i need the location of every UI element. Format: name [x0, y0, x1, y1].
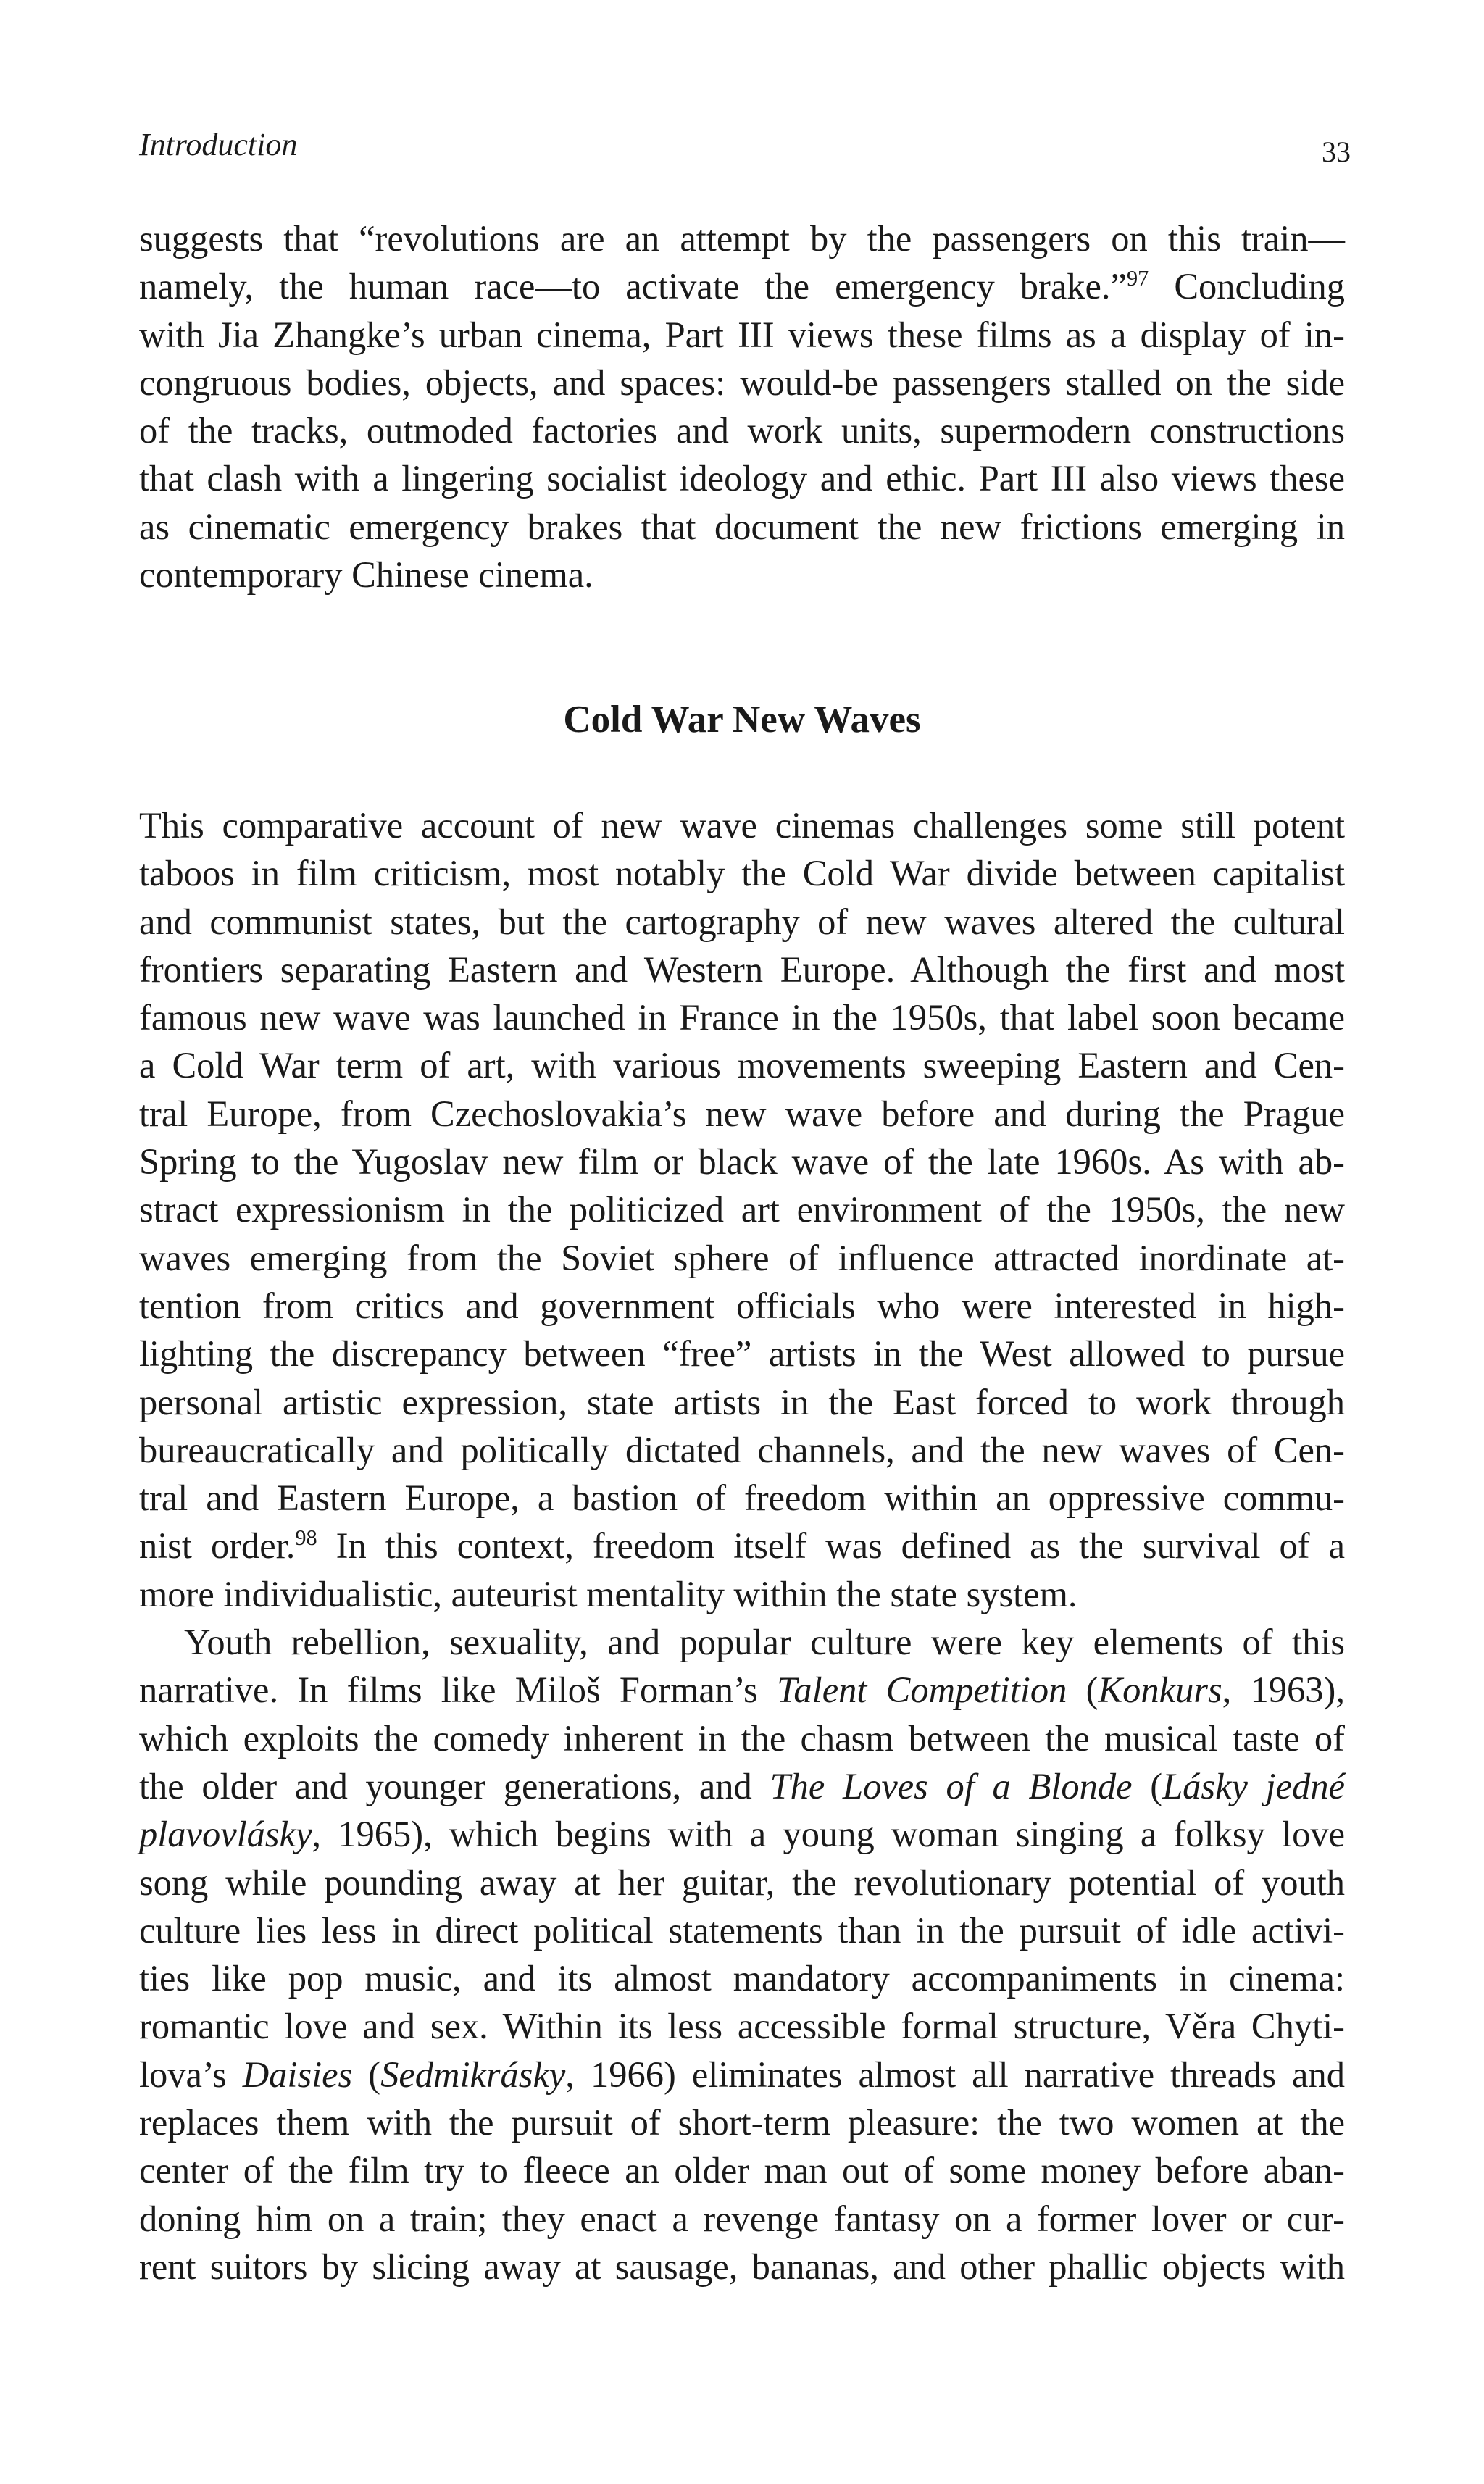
italic-title: plavovlásky — [139, 1814, 312, 1855]
text-line — [139, 1810, 1345, 1858]
text-line — [139, 2051, 1345, 2099]
footnote-marker: 97 — [1126, 266, 1149, 291]
text-line — [139, 1762, 1345, 1810]
text-run: song while pounding away at her guitar, the revolutionary potential of youth — [139, 1862, 1345, 1903]
text-run: waves emerging from the Soviet sphere of influence attracted inordinate at- — [139, 1237, 1345, 1278]
text-run: tral Europe, from Czechoslovakia’s new wave before and during the Prague — [139, 1093, 1345, 1134]
text-run: ( — [352, 2054, 381, 2095]
text-line — [139, 1041, 1345, 1089]
text-line — [139, 2002, 1345, 2050]
text-run: more individualistic, auteurist mentality within the state system. — [139, 1573, 1077, 1614]
footnote-marker: 98 — [295, 1525, 317, 1551]
text-line — [139, 1185, 1345, 1233]
text-run: bureaucratically and politically dictated channels, and the new waves of Cen- — [139, 1429, 1345, 1470]
text-run: personal artistic expression, state artists in the East forced to work through — [139, 1381, 1345, 1422]
text-run: , 1963), — [1222, 1670, 1345, 1711]
text-line — [139, 311, 1345, 359]
text-line — [139, 1234, 1345, 1282]
italic-title: The Loves of a Blonde — [770, 1765, 1133, 1806]
text-run: culture lies less in direct political statements than in the pursuit of idle activi- — [139, 1909, 1345, 1951]
text-line — [139, 1954, 1345, 2002]
section-heading: Cold War New Waves — [563, 699, 921, 741]
text-run: suggests that “revolutions are an attempt by the passengers on this train— — [139, 218, 1345, 259]
text-line — [139, 1906, 1345, 1954]
text-line — [139, 2195, 1345, 2243]
text-run: rent suitors by slicing away at sausage, bananas, and other phallic objects with — [139, 2246, 1345, 2287]
text-run: In this context, freedom itself was defined as the survival of a — [317, 1525, 1345, 1567]
text-line — [139, 2099, 1345, 2146]
text-run: , 1965), which begins with a young woman singing a folksy love — [312, 1814, 1345, 1855]
text-run: lighting the discrepancy between “free” artists in the West allowed to pursue — [139, 1333, 1345, 1375]
text-line — [139, 1090, 1345, 1138]
text-run: of the tracks, outmoded factories and work units, supermodern constructions — [139, 410, 1345, 451]
text-run: This comparative account of new wave cinemas challenges some still potent — [139, 805, 1345, 846]
text-run: ( — [1067, 1670, 1099, 1711]
text-run: and communist states, but the cartography of new waves altered the cultural — [139, 901, 1345, 942]
italic-title: Sedmikrásky — [380, 2054, 566, 2095]
body-text-section — [139, 801, 1345, 2291]
text-line — [139, 503, 1345, 551]
text-line — [139, 1570, 1345, 1618]
text-run: tention from critics and government officials who were interested in high- — [139, 1285, 1345, 1326]
text-run: a Cold War term of art, with various movements sweeping Eastern and Cen- — [139, 1045, 1345, 1086]
text-run: Concluding — [1149, 266, 1345, 307]
text-run: nist order. — [139, 1525, 296, 1567]
text-line — [139, 262, 1345, 310]
text-run: Youth rebellion, sexuality, and popular culture were key elements of this — [184, 1622, 1345, 1663]
text-run: frontiers separating Eastern and Western Europe. Although the first and most — [139, 949, 1345, 990]
text-run: stract expressionism in the politicized art environment of the 1950s, the new — [139, 1189, 1345, 1230]
text-run: doning him on a train; they enact a revenge fantasy on a former lover or cur- — [139, 2198, 1345, 2239]
text-line — [139, 849, 1345, 897]
text-run: tral and Eastern Europe, a bastion of freedom within an oppressive commu- — [139, 1478, 1345, 1519]
text-run: with Jia Zhangke’s urban cinema, Part III views these films as a display of in- — [139, 314, 1345, 355]
text-run: the older and younger generations, and — [139, 1765, 770, 1806]
text-run: Spring to the Yugoslav new film or black wave of the late 1960s. As with ab- — [139, 1141, 1345, 1183]
text-line — [139, 1859, 1345, 1906]
text-run: which exploits the comedy inherent in the chasm between the musical taste of — [139, 1717, 1345, 1759]
text-run: namely, the human race—to activate the emergency brake.” — [139, 266, 1127, 307]
body-text-top — [139, 214, 1345, 599]
text-run: , 1966) eliminates almost all narrative threads and — [565, 2054, 1345, 2095]
text-line — [139, 801, 1345, 849]
text-run: center of the film try to fleece an older man out of some money before aban- — [139, 2150, 1345, 2191]
page-number: 33 — [1322, 136, 1351, 168]
text-line — [139, 1522, 1345, 1570]
italic-title: Konkurs — [1098, 1670, 1222, 1711]
paragraph — [139, 214, 1345, 599]
text-line — [139, 1618, 1345, 1666]
text-line — [139, 214, 1345, 262]
text-run: famous new wave was launched in France in the 1950s, that label soon became — [139, 997, 1345, 1038]
italic-title: Lásky jedné — [1162, 1765, 1345, 1806]
text-line — [139, 993, 1345, 1041]
text-line — [139, 1714, 1345, 1762]
text-line — [139, 1330, 1345, 1378]
text-line — [139, 1474, 1345, 1522]
text-line — [139, 2146, 1345, 2194]
text-run: replaces them with the pursuit of short-term pleasure: the two women at the — [139, 2102, 1345, 2143]
text-line — [139, 2243, 1345, 2291]
text-line — [139, 1426, 1345, 1474]
text-line — [139, 1138, 1345, 1185]
text-run: lova’s — [139, 2054, 243, 2095]
text-run: as cinematic emergency brakes that document the new frictions emerging in — [139, 506, 1345, 547]
running-head: Introduction — [139, 127, 298, 162]
italic-title: Talent Competition — [776, 1670, 1067, 1711]
paragraph — [139, 801, 1345, 1618]
text-line — [139, 1666, 1345, 1714]
text-run: taboos in film criticism, most notably the Cold War divide between capitalist — [139, 853, 1345, 894]
text-line — [139, 946, 1345, 993]
text-line — [139, 359, 1345, 407]
text-run: romantic love and sex. Within its less accessible formal structure, Věra Chyti- — [139, 2006, 1345, 2047]
text-run: contemporary Chinese cinema. — [139, 554, 593, 596]
text-line — [139, 1282, 1345, 1330]
text-line — [139, 1378, 1345, 1426]
text-run: ( — [1132, 1765, 1163, 1806]
italic-title: Daisies — [242, 2054, 353, 2095]
text-run: narrative. In films like Miloš Forman’s — [139, 1670, 777, 1711]
text-run: that clash with a lingering socialist ideology and ethic. Part III also views these — [139, 458, 1345, 499]
text-line — [139, 407, 1345, 454]
text-line — [139, 454, 1345, 502]
paragraph — [139, 1618, 1345, 2291]
text-line — [139, 551, 1345, 599]
text-run: congruous bodies, objects, and spaces: would-be passengers stalled on the side — [139, 362, 1345, 403]
text-run: ties like pop music, and its almost mandatory accompaniments in cinema: — [139, 1958, 1345, 1999]
text-line — [139, 898, 1345, 946]
